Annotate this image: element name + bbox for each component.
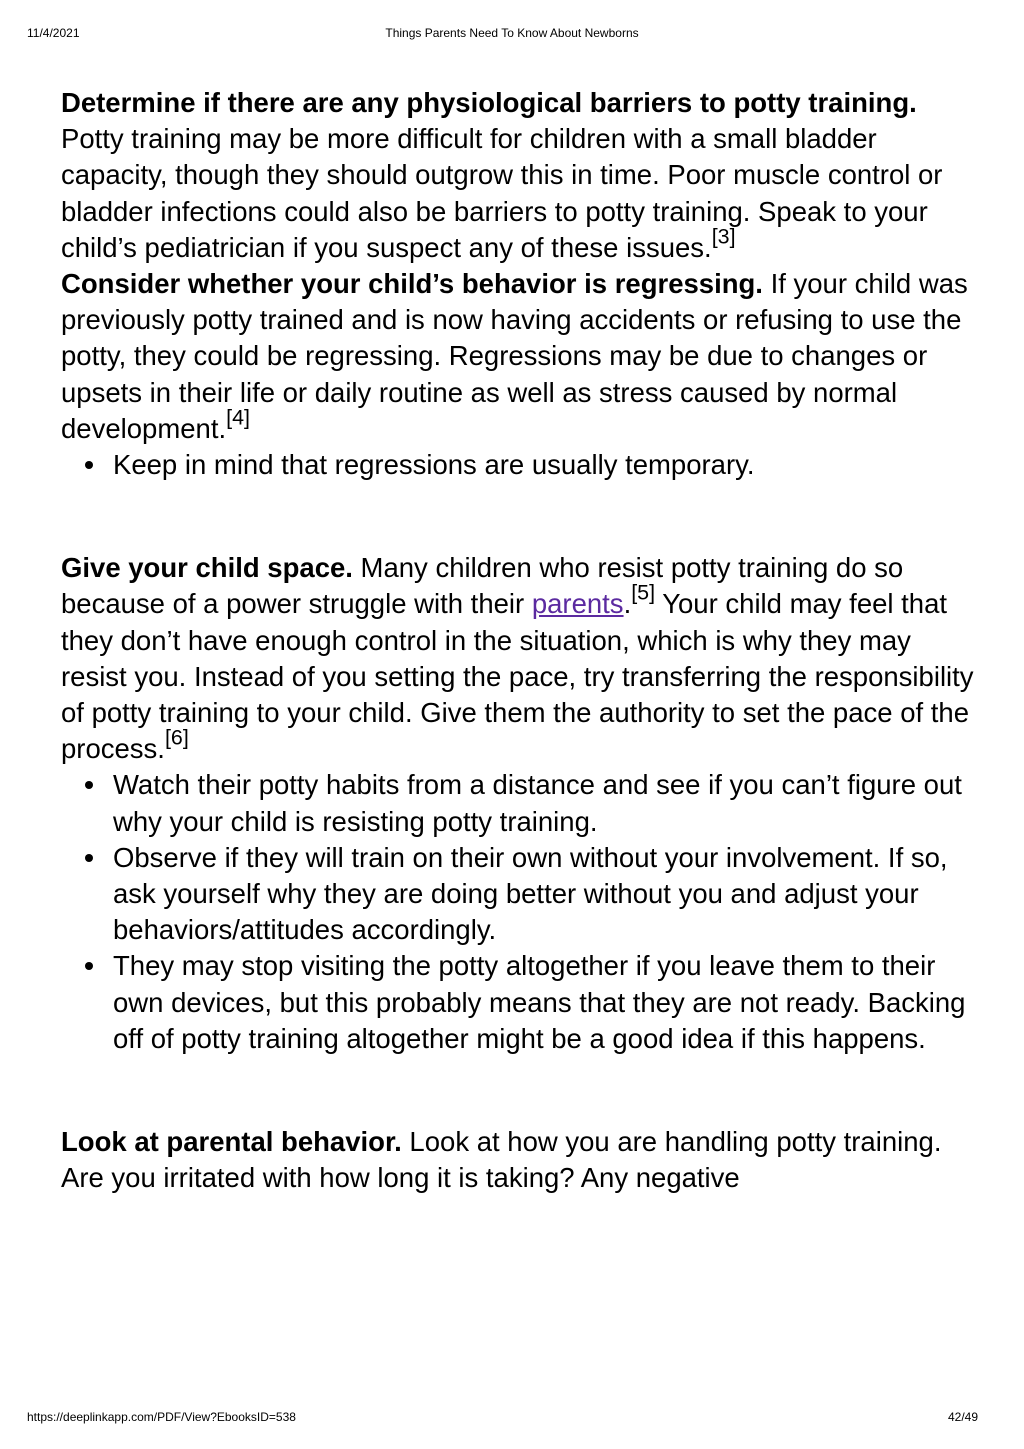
paragraph-parental-behavior xyxy=(61,1124,976,1196)
paragraph-body: Your child may feel that they don’t have enough control in the situation, which is why they may resist you. Instead of you setting the pace, try transferring the responsibility of potty training to your child. Give them the authority to set the pace of the process. xyxy=(61,588,974,765)
paragraph-body: Potty training may be more difficult for children with a small bladder capacity, though they should outgrow this in time. Poor muscle control or bladder infections could also be barriers to potty training. Speak to your child’s pediatrician if you suspect any of these issues. xyxy=(61,123,943,263)
source-url: https://deeplinkapp.com/PDF/View?EbooksID=538 xyxy=(27,1410,296,1424)
document-title: Things Parents Need To Know About Newborns xyxy=(385,26,639,40)
paragraph-heading: Determine if there are any physiological barriers to potty training. xyxy=(61,87,917,118)
citation-ref: [4] xyxy=(226,405,250,430)
list-item: Observe if they will train on their own without your involvement. If so, ask yourself why they are doing better without you and adjust your behaviors/attitudes accordingly. xyxy=(61,840,976,949)
paragraph-body: Look at how you are handling potty training. Are you irritated with how long it is taking? Any negative xyxy=(61,1126,942,1194)
paragraph-heading: Consider whether your child’s behavior is regressing. xyxy=(61,268,763,300)
paragraph-heading: Give your child space. xyxy=(61,552,353,584)
paragraph-physiological-barriers xyxy=(61,85,976,266)
bullet-list-regressing xyxy=(61,447,976,483)
citation-ref: [6] xyxy=(164,725,189,750)
page-number: 42/49 xyxy=(947,1410,978,1424)
paragraph-body: Many children who resist potty training do so because of a power struggle with their xyxy=(61,552,904,620)
citation-ref: [3] xyxy=(711,224,736,249)
article-content xyxy=(61,85,976,1196)
paragraph-child-space xyxy=(61,550,976,767)
bullet-list-child-space xyxy=(61,767,976,1057)
paragraph-body: If your child was previously potty trained and is now having accidents or refusing to use the potty, they could be regressing. Regressions may be due to changes or upsets in their life or daily routine as well as stress caused by normal development. xyxy=(61,268,968,444)
paragraph-body: . xyxy=(623,588,632,620)
list-item: Keep in mind that regressions are usually temporary. xyxy=(61,447,976,483)
paragraph-heading: Look at parental behavior. xyxy=(61,1126,402,1158)
paragraph-regressing xyxy=(61,266,976,447)
print-date: 11/4/2021 xyxy=(27,26,80,40)
citation-ref: [5] xyxy=(631,581,656,606)
list-item: Watch their potty habits from a distance and see if you can’t figure out why your child is resisting potty training. xyxy=(61,767,976,839)
parents-link[interactable]: parents xyxy=(531,588,624,620)
list-item: They may stop visiting the potty altogether if you leave them to their own devices, but this probably means that they are not ready. Backing off of potty training altogether might be a good idea if this happens. xyxy=(61,948,976,1057)
